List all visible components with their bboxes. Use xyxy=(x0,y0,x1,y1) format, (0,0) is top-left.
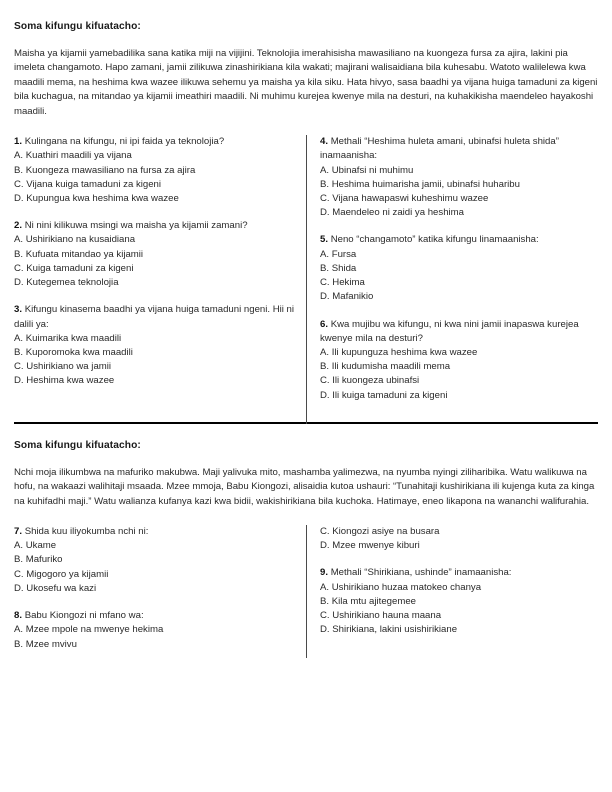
section-2-right-column xyxy=(306,525,598,637)
section-1-heading-wrap xyxy=(14,0,598,32)
section-2-heading: Soma kifungu kifuatacho: xyxy=(14,439,141,451)
question-1-number: 1. xyxy=(14,136,23,148)
section-2-passage-wrap xyxy=(14,451,598,509)
question-8-continuation xyxy=(320,525,598,553)
section-1-right-column xyxy=(306,135,598,402)
question-2-text: Ni nini kilikuwa msingi wa maisha ya kijamii zamani? xyxy=(24,220,248,232)
question-1-option-b[interactable]: B. Kuongeza mawasiliano na fursa za ajira xyxy=(14,164,196,176)
question-1-text: Kulingana na kifungu, ni ipi faida ya teknolojia? xyxy=(24,136,225,148)
question-8-stem xyxy=(14,609,296,623)
question-3-option-a[interactable]: A. Kuimarika kwa maadili xyxy=(14,332,122,344)
question-4-number: 4. xyxy=(320,136,329,148)
question-7-text: Shida kuu iliyokumba nchi ni: xyxy=(24,526,149,538)
question-7-option-a[interactable]: A. Ukame xyxy=(14,540,57,552)
question-7-option-b[interactable]: B. Mafuriko xyxy=(14,554,63,566)
section-1 xyxy=(14,0,598,403)
question-1-option-d[interactable]: D. Kupungua kwa heshima kwa wazee xyxy=(14,193,179,205)
section-1-passage: Maisha ya kijamii yamebadilika sana katika miji na vijijini. Teknolojia imerahisisha mawasiliano na kuongeza fursa za ajira, lakini pia imeleta changamoto. Hapo zamani, jamii zilikuwa zinashirikiana kila wakati; majirani walisaidiana bila kuhesabu. Watoto walilelewa kwa maadili mema, na heshima kwa wazee ilikuwa sehemu ya maisha ya kila siku. Hata hivyo, sasa baadhi ya vijana huiga tamaduni za kigeni bila kuchagua, na mitandao ya kijamii imeathiri maadili. Ni muhimu kurejea kwenye mila na desturi, na kuhakikisha maendeleo hayakoshi maadili. xyxy=(14,48,598,117)
question-2-option-d[interactable]: D. Kutegemea teknolojia xyxy=(14,277,119,289)
question-9-text: Methali “Shirikiana, ushinde” inamaanisha: xyxy=(330,567,512,579)
question-9-option-a[interactable]: A. Ushirikiano huzaa matokeo chanya xyxy=(320,581,482,593)
question-6-option-d[interactable]: D. Ili kuiga tamaduni za kigeni xyxy=(320,389,448,401)
question-9 xyxy=(320,566,598,637)
question-2-number: 2. xyxy=(14,220,23,232)
question-8-option-d[interactable]: D. Mzee mwenye kiburi xyxy=(320,540,420,552)
question-3 xyxy=(14,303,296,388)
question-9-number: 9. xyxy=(320,567,329,579)
question-5-option-c[interactable]: C. Hekima xyxy=(320,277,365,289)
question-9-option-d[interactable]: D. Shirikiana, lakini usishirikiane xyxy=(320,624,458,636)
section-1-heading: Soma kifungu kifuatacho: xyxy=(14,21,141,32)
question-9-option-c[interactable]: C. Ushirikiano hauna maana xyxy=(320,610,442,622)
question-4-option-a[interactable]: A. Ubinafsi ni muhimu xyxy=(320,164,414,176)
question-6-option-b[interactable]: B. Ili kudumisha maadili mema xyxy=(320,361,451,373)
question-3-text: Kifungu kinasema baadhi ya vijana huiga tamaduni ngeni. Hii ni dalili ya: xyxy=(14,304,295,330)
question-4-text: Methali “Heshima huleta amani, ubinafsi huleta shida” inamaanisha: xyxy=(320,136,559,162)
section-2 xyxy=(14,424,598,652)
question-9-stem xyxy=(320,566,598,580)
section-1-column-divider xyxy=(306,135,307,424)
question-3-option-c[interactable]: C. Ushirikiano wa jamii xyxy=(14,361,112,373)
question-5-option-b[interactable]: B. Shida xyxy=(320,262,357,274)
question-7-option-c[interactable]: C. Migogoro ya kijamii xyxy=(14,568,109,580)
question-6-number: 6. xyxy=(320,318,329,330)
question-2-option-c[interactable]: C. Kuiga tamaduni za kigeni xyxy=(14,262,134,274)
question-2-option-a[interactable]: A. Ushirikiano na kusaidiana xyxy=(14,234,136,246)
question-8-number: 8. xyxy=(14,610,23,622)
question-4-option-b[interactable]: B. Heshima huimarisha jamii, ubinafsi huharibu xyxy=(320,178,520,190)
question-4-option-d[interactable]: D. Maendeleo ni zaidi ya heshima xyxy=(320,207,464,219)
question-8-option-c[interactable]: C. Kiongozi asiye na busara xyxy=(320,526,440,538)
question-8-text: Babu Kiongozi ni mfano wa: xyxy=(24,610,144,622)
question-3-option-d[interactable]: D. Heshima kwa wazee xyxy=(14,375,115,387)
question-8-option-a[interactable]: A. Mzee mpole na mwenye hekima xyxy=(14,624,164,636)
question-2 xyxy=(14,219,296,290)
section-1-questions xyxy=(14,119,598,402)
question-5-stem xyxy=(320,233,598,247)
question-5-option-d[interactable]: D. Mafanikio xyxy=(320,291,374,303)
section-1-passage-wrap xyxy=(14,32,598,119)
question-8 xyxy=(14,609,296,652)
question-9-option-b[interactable]: B. Kila mtu ajitegemee xyxy=(320,595,416,607)
section-2-left-column xyxy=(14,525,306,652)
question-3-stem xyxy=(14,303,296,331)
question-2-stem xyxy=(14,219,296,233)
question-6-option-c[interactable]: C. Ili kuongeza ubinafsi xyxy=(320,375,420,387)
section-1-question-columns xyxy=(14,135,598,402)
question-1 xyxy=(14,135,296,206)
question-7-option-d[interactable]: D. Ukosefu wa kazi xyxy=(14,582,97,594)
question-5-text: Neno “changamoto” katika kifungu linamaanisha: xyxy=(330,234,539,246)
question-4-stem xyxy=(320,135,598,163)
question-6-option-a[interactable]: A. Ili kupunguza heshima kwa wazee xyxy=(320,346,478,358)
question-1-stem xyxy=(14,135,296,149)
question-6 xyxy=(320,318,598,403)
question-2-option-b[interactable]: B. Kufuata mitandao ya kijamii xyxy=(14,248,144,260)
question-4-option-c[interactable]: C. Vijana hawapaswi kuheshimu wazee xyxy=(320,193,489,205)
question-6-stem xyxy=(320,318,598,346)
question-1-option-a[interactable]: A. Kuathiri maadili ya vijana xyxy=(14,150,132,162)
section-2-passage: Nchi moja ilikumbwa na mafuriko makubwa. Maji yalivuka mito, mashamba yalimezwa, na nyumba nyingi ziliharibika. Watu walikuwa na hofu, na wakaazi walihitaji msaada. Mzee mmoja, Babu Kiongozi, alisaidia kutoa ushauri: “Tunahitaji kushirikiana ili kujenga kuta za kinga na kuhifadhi maji.” Watu walianza kufanya kazi kwa bidii, wakishirikiana bila kuchoka. Hatimaye, eneo likapona na wananchi walifurahia. xyxy=(14,466,595,507)
question-3-option-b[interactable]: B. Kuporomoka kwa maadili xyxy=(14,346,133,358)
question-7-number: 7. xyxy=(14,526,23,538)
question-5-number: 5. xyxy=(320,234,329,246)
question-1-option-c[interactable]: C. Vijana kuiga tamaduni za kigeni xyxy=(14,178,162,190)
question-3-number: 3. xyxy=(14,304,23,316)
section-2-column-divider xyxy=(306,525,307,658)
section-2-questions xyxy=(14,509,598,652)
section-2-question-columns xyxy=(14,525,598,652)
section-2-heading-wrap xyxy=(14,424,598,451)
question-8-option-b[interactable]: B. Mzee mvivu xyxy=(14,638,77,650)
question-7 xyxy=(14,525,296,596)
question-5 xyxy=(320,233,598,304)
question-6-text: Kwa mujibu wa kifungu, ni kwa nini jamii inapaswa kurejea kwenye mila na desturi? xyxy=(320,318,579,344)
question-7-stem xyxy=(14,525,296,539)
question-4 xyxy=(320,135,598,220)
section-1-left-column xyxy=(14,135,306,388)
question-5-option-a[interactable]: A. Fursa xyxy=(320,248,357,260)
